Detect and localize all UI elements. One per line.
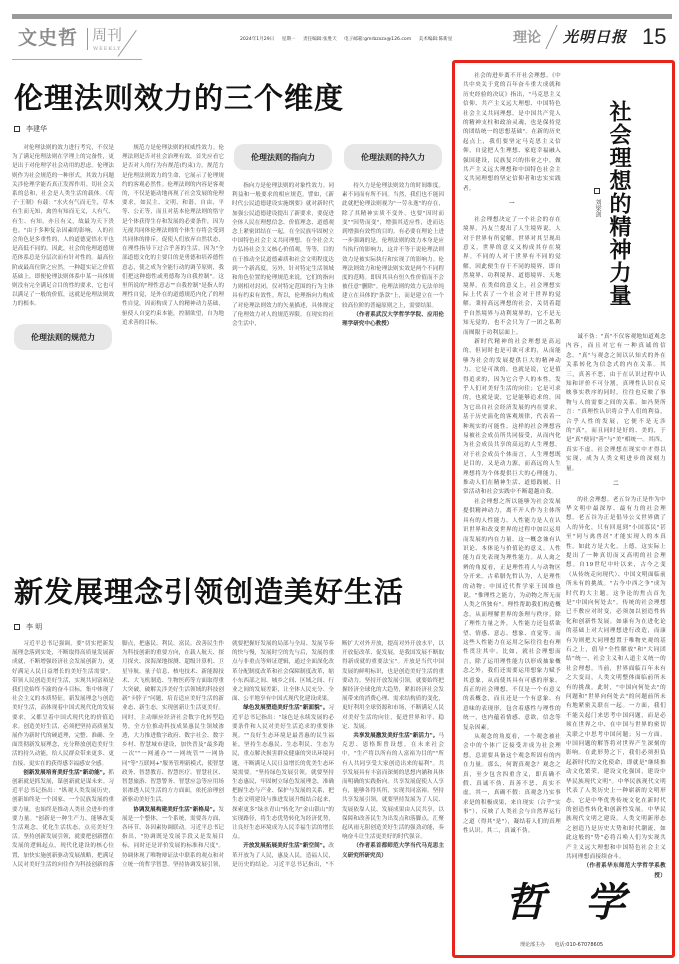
paragraph: 持久力是伦理法则效力的时间维度。素不同而有所不同。当然，我们也不能因此就把伦理法则视为"一劳永逸"的存在，除了其精神实质不变外，也要"因时而变""因势而变"，增强其适应性，进而达到增强有效性的目的。有必要在理论上进一步强调的是，伦理法则的效力本身是应当执行的影响力，这并不等于说伦理法则效力是被实际执行和实现了的影响力。伦理法则效力和伦理法则实效是两个不同程度的范畴。即因其具有恒久性价值而不会被任意"删除"。伦理法则的效力无法单纯建立在具体的"条款"上，而是建立在一个较高位阶的普遍原则之上，需要结果。 <box>342 183 444 309</box>
subheading: 共享发展激发美好生活"新活力"。 <box>353 733 439 740</box>
article-column <box>566 333 666 879</box>
masthead: 文史哲 <box>18 27 79 49</box>
subheading: 创新发展培育美好生活"新动能"。 <box>23 769 109 776</box>
paragraph-text: 马克思、恩格斯曾设想，在未来社会中，"生产将以所有的人富裕为目的""所有人共同享受大家创造出来的福利"。共享发展具有丰富而深刻的思想内涵和具体而明确的实践指向。共享发展促使人人享有，能够各得其所，实现共同富裕。坚持共享发展引领，就要坚持发展为了人民、发展依靠人民、发展成果由人民共享，以保障和改善民生为出发点和落脚点，汇聚起风雨无阻创造美好生活的强劲动能，奏响奋斗让生活更美好的时代强音。 <box>342 733 444 841</box>
author-box-icon <box>14 126 20 132</box>
page-footer <box>520 942 611 948</box>
paragraph: 规范力是伦理法则的权威性效力。伦理法则是否对社会治理有效，首先应看它是否对人的行为有规范(约束)力。规范力是伦理法则效力的生命，它展示了伦理规约的客观必然性。伦理法则的内容是客观的，不仅是能动地再现了社会发展的伦理要求，如民主、文明、和谐、自由、平等、公正等，而且对基本伦理法则的恪守是个体获得生存和发展的必要条件，因为无视共同体伦理法则的个体生存将会受到共同体的排斥。促使人们放弃自然状态，在理性指导下过合乎善的生活。因为"全部道德文化的主要目的是勇德和培养德性意志，使之成为全能行动的调节原则，我们把这种德性或勇德称为自我控制"。这里所说的"理性意志""自我控制"是指人的理性自觉，是外在的道德规范内化了的理性自觉，因而构成了人的精神动力基础，驱使人自觉约束本能，控制欲望，自为地追求善的目标。 <box>122 145 224 326</box>
article-title: 伦理法则效力的三个维度 <box>14 81 345 115</box>
paragraph: 社会的进步离不开社会理想。《中共中央关于党的百年奋斗重大成就和历史经验的决议》指出，"马克思主义信仰、共产主义远大理想、中国特色社会主义共同理想，是中国共产党人的精神支柱和政治灵魂，也是保持党的团结统一的思想基础"。在新的历史起点上，我们要坚定马克思主义信仰，自觉把人生理想、家庭幸福融入强国建设，民族复兴的伟业之中，做共产主义远大理想和中国特色社会主义共同理想的坚定信仰者和忠实实践者。 <box>463 73 561 192</box>
masthead-divider <box>87 28 88 50</box>
paragraph-text: 习近平总书记指出："绿色是永续发展的必要条件和人民对美好生活追求的重要体现。""良好生态环境是最普惠的民生福祉，坚持生态惠民、生态利民、生态为民，重点解决损害群众健康的突出环境问题，不断满足人民日益增长的优美生态环境需要。"坚持绿色发展引领，就要坚持生态惠民，牢固树立绿色发展理念，准确把握生态与产业、保护与发展的关系，把生态文明建设与推进发展升级结合起来，探索更多"绿水青山"转化为"金山银山"的实现路径，将生态优势转化为经济优势，让良好生态环境成为人民幸福生活的增长点。 <box>232 705 334 841</box>
article-body <box>12 640 444 958</box>
header-rule <box>12 14 672 19</box>
newspaper-logo: 光明日报 <box>563 28 628 46</box>
subheading: 伦理法则的规范力 <box>14 324 112 350</box>
paragraph <box>232 704 334 842</box>
subheading: 绿色发展塑造美好生活"新面貌"。 <box>243 705 329 712</box>
article-column <box>463 72 561 867</box>
weekly-label-en: WEEKLY <box>93 46 122 52</box>
subheading: 伦理法则的持久力 <box>344 144 442 170</box>
paragraph-text: 改革开放为了人民，惠及人民，造福人民，是历史的结论。习近平总书记指出，"不断扩大对外开放，提高对外开放水平，以开放促改革、促发展，是我国发展不断取得新成就的重要法宝"。开放是当代中国发展的鲜明标识，也是创造美好生活的重要动力。坚持开放发展引领，就要始终把握经济全球化的大趋势，紧扣经济社会发展带来的消费心理、需求结构质的变化，更好利用全球资源和市场，不断满足人民对美好生活的向往，促进世界和平、稳定、发展。 <box>232 641 444 868</box>
article-body <box>12 144 444 552</box>
author-credit: （作者系华东师范大学哲学系教授） <box>583 863 666 879</box>
paragraph: 社会理想之所以能够为社会发展提供精神动力，离不开人作为主体所具有的人性能力。人性能力是人在认识世界和改变世界的过程中加以运用而发展的内在力量。这一概念兼有认识论、本体论与价值论的意义。人性能力首先表现为理性能力。从人禽之辨的角度看，正是理性将人与动物区分开来。古希腊先哲认为，人是理性的动物；中国近代哲学家王国维也说，"惟理性之能力，为动物之所无而人类之所独有"。理性帮助我们构造概念，从而理解世界的条理与秩序。除了理性力量之外，人性能力还包括欲望、情感、意志、想象、直觉等，而这些人性能力在运用之际往往也有理性贯注其中。比如，就社会理想而言，除了运用理性能力以形成抽象概念之外，我们还需要运用想象力赋予其意象，从而使其具有可感的形象。真正的社会理想，不仅是一个有意义的表概念，而且还是一个有意象、有意味的表现形，包含着感性与理性的统一，也内蕴着情感、意欲，信念等复杂因素。 <box>463 498 561 731</box>
author-name: 刘梁剑 <box>594 199 601 217</box>
author-name: 李 明 <box>26 623 43 631</box>
article-author <box>594 188 601 217</box>
paragraph: 对伦理法则的效力进行考究，不仅是为了满足伦理法则在学理上的完备性，更是出于对伦理学社会功用的思虑。伦理法则作为社会规范的一种形式，其效力问题关涉伦理学能否真正发挥作用。切社会关系的总和，社会是人类生活的载体。《荀子·王制》有载："水火有气而无生，草木有生而无知，禽兽有知而无义，人有气、有生、有知，亦且有义，故最为天下贵也。"由于多种复杂因素的影响，人的社会角色是多重性的，人的道德觉悟水平也是高低不同的。因此，社会的伦理道德规范体系总是分层次而有针对性的。最高位阶或最高位阶之应然，一种超实证之价值基础上。即便伦理法则体系中某一具体规则没有完全满足合目的性的要求，它也可以满足了一般的价值，这就是伦理法则效力的根本。 <box>12 145 114 308</box>
author-box-icon <box>594 188 600 194</box>
art-editor-credit: 美术编辑:陈新星 <box>418 37 453 42</box>
footer-host: 理论部主办 <box>520 942 546 948</box>
section-number: 二 <box>613 481 619 488</box>
subheading: 协调发展构建美好生活"新格局"。 <box>133 806 219 813</box>
section-divider <box>545 25 557 49</box>
editor-email: 电子邮箱:gmrbzxzx@126.com <box>344 37 412 42</box>
article-title: 新发展理念引领创造美好生活 <box>14 575 405 609</box>
paragraph: 新时代精神的社会理想是高远的，但同时也是可欲可求的，从而能够为社会的发展提供巨大的精神动力。它是可欲的，也就是说，它是值得追求的，因为它合乎人的本性，发乎人们对美好生活的向往；它是可求的，也就是说，它是能够追求的，因为它出自社会经济发展的内在要求，基于历史演化的客观规律，代表着一种现实的可能性。这样的社会理想容易被社会成员所共同接受，从而内化为社会成员共享的高远的人生理想。对于社会成员个体而言，人生理想既是目的，又是动力源，而高远的人生理想将为个体提供巨大的心理能力，推动人们在精神生活、道德践履、日常活动和社会实践中不断超越自我。 <box>463 338 561 496</box>
issue-weekday: 星期一 <box>281 37 296 42</box>
author-box-icon <box>14 624 20 630</box>
weekly-label: 周刊 <box>92 26 123 44</box>
paragraph-text: 发展是一个整体，一个系统，需要各方面、各环节、各因素协调联动。习近平总书记指出，"协调既是发展手段又是发展目标，同时还是评价发展的标准和尺度"。协调体现了唯物辩证法中联系的观点和对立统一的哲学智慧。坚持协调发展引领，就要把握好发展的局部与全局、发展节奏的快与慢，发展时空的先与后，发展的重点与非重点等辩证逻辑，通过全面深化改革分配制度改革和社会保障制度改革，缩小东西部之间、城乡之间、区域之间、行业之间的发展差距，让全体人民充分、全面、公平地享有中国式现代化建设成果。 <box>122 641 334 868</box>
issue-date: 2024年1月29日 <box>240 37 275 42</box>
paragraph: 从观念的角度看，一个观念被社会中的个体广泛接受并成为社会理想，总需要具备这个观念所固有的内在力量。那么，何谓真观念？观念之真，至少包含四重含义，即真确不假、真诚不伪、真善不恶、真实不虚。其一，真确不假：真观念乃实事求是的积极成果，来自现实（合乎"实事"），反映了人类社会与自然界运行之道（得其"是"），凝结着人们的真理性认识。其二，真诚不伪。 <box>463 734 561 835</box>
article-author <box>14 623 42 631</box>
paragraph-text: 抓创新就是抓发展，谋创新就是谋未来。习近平总书记指出："纵观人类发展历史，创新始终是一个国家、一个民族发展的重要力量，也始终是推动人类社会进步的重要力量。"创新是一种生产力，能够改变生活观念，优化生活状态，点亮美好生活。坚持创新发展引领，就要把创新摆在发展的逻辑起点，现代化建设的核心位置，加快实施创新驱动发展战略，把满足人民对美好生活的向往作为科技创新的落脚点，把惠民、利民、富民、改善民生作为科技创新的重要方向，在载人航天、探月探火、深海深地探测、超级计算机、卫星导航、量子信息、核电技术、新能源技术、大飞机制造、生物医药等方面取得重大突破，破解关涉美好生活领域的科技创新"卡脖子"问题，培育适应美好生活的新业态、新生态，实现创新让生活更美好。同时，主动顺应经济社会数字化转型趋势，全方位推动科技成果惠民生领域渗透，大力推进数字政府、数字社会、数字乡村、智慧城市建设，加快普及"最多跑一次""一网通办""一网统管""一网协同"等"互联网+"服务管理新模式，使智慧政务、智慧教育、智慧医疗、智慧社区、智慧旅游、智慧警务、智慧应急等应用场景渗透人民生活的方方面面，依托治理创新驱动美好生活。 <box>12 641 224 868</box>
editor-credit: 责任编辑:张胜天 <box>302 37 337 42</box>
author-name: 李建华 <box>26 125 47 133</box>
paragraph <box>342 732 444 842</box>
header-underline <box>12 59 142 60</box>
paragraph: 社会理想决定了一个社会的存在境界。冯友兰提出了人生境界说，人对于世界有所觉解，世界对其呈现出意义，世界的意义又构成其存在境界。不同的人对于世界有不同的觉解，因此便生存于不同的境界，即自然境界、功利境界、道德境界、天地境界。在类似的意义上，社会理想实际上代表了一个社会对于世界的觉解。秉持高远理想的社会，关切着超乎自然境界与功利境界的，它不是无知无觉的，也不会只为了一团之私利而囿限于功利层面上。 <box>463 216 561 336</box>
paragraph: 指向力是伦理法则的对象性效力。同利益和一般要求的相应规范。譬如，《新时代公民道德建设实施纲要》就对新时代加强公民道德建设提出了新要求，要促进全体人民在理想信念、价值理念、道德观念上紧密团结在一起，在全民族牢固树立中国特色社会主义共同理想。在全社会大力弘扬社会主义核心价值观，等等，目的在于推动全民道德素质和社会文明程度达到一个新高度。另外，针对特定生活领域和角色位置的伦理规范来说，它们的指向力则相对封闭，仅对特定范围的行为主体具有约束有效性。所以，伦理指向力构成了对伦理法则效力的矢量描述，具体规定了伦理效力对人的规范界限。在现实的社会生活中， <box>232 183 334 328</box>
paragraph: 习近平总书记强调，要"切实把新发展理念落到实处，不断取得高质量发展新成就，不断增强经济社会发展创新力，更好满足人民日益增长的美好生活需要"。带领人民创造美好生活，实现共同富裕是我们党始终不渝的奋斗目标，集中体现了社会主义的本质特征。新发展理念与创造美好生活，高体现着中国式现代化的发展要求，又都呈着中国式现代化的价值追求。创造美好生活，必须把坚持高质量发展作为新时代的硬道理，完整、准确、全面贯彻新发展理念，充分释放创造美好生活的持久动能，给人民群众带来更多、更直接、更实在的获得感幸福感安全感。 <box>12 641 114 767</box>
section-name: 理论 <box>513 30 541 46</box>
subheading: 伦理法则的指向力 <box>234 144 332 170</box>
subheading: 开放发展拓展美好生活"新空间"。 <box>243 843 329 850</box>
calligraphy-logo: 哲学 <box>505 879 665 926</box>
article-author <box>14 125 47 133</box>
paragraph: 诚不伪："真"不仅客观地知道观念内容，而且对它有一种真诚的信念。"真"与观念之间以认知式的外在关系转化为信念式的内在关系。其三，真善不恶，由于在认识过程中认知和评价不可分割，真理性认识在反映事实秩序的同时，往往也反映了事物与人的需要之间的关系。如冯契所言："真理性认识将合乎人们的利益，合乎人性的发展，它便不是无涉的"真"，而且同时是好的、美的，于是"真"便同"善"与"美"相统一。其四，真实不虚。社会理想在现实中才得以实现，成为人类文明进步的深刻力量。 <box>566 334 666 472</box>
paragraph: 的社会理想。老五谷为正是作为中华文明中最深厚、最有力的社会理想。老五谷为正是倡导公义世界做了人的异化，只有回返到"小国寡民"甚至"同与禽兽居"才能实现人的本真性。如此方是大化，上德，这实际上提出了一种真切而又高明的社会理想。自19世纪中叶以来，古今之变（从传统走向现代）、中国文明面临前所未有的挑战。"古今中西之争"成为时代的大主题。这争论的焦点首先是"中国向何处去"。传统的社会理想已不敷应对时变，必须加以创造性转化和创新性发展。如康有为在进化论的基础上对大同理想进行改造，而康有为则把大同理想置于唯物史观的基石之上，倡导"全性解放"和"大同团结"统一，社会主义和人道主义统一的社会理想。当前，世界面临百年未有之大变局，人类文明整体面临前所未有的挑战。此时，"中国向何处去"的问题和"世界向何处去"的问题前所未有地紧密关联在一起。一方面，我们不能关起门来思考中国问题，而是必须在世界之中、在中国与世界的密切关联之中思考中国问题；另一方面，中国问题的解答将对世界产生深刻的影响。在此形势之下，我们必须担负起新时代的文化使命，即就是"继续推动文化繁荣，建设文化强国，建设中华民族现代文明"。中华民族现代文明代表了人类历史上一种崭新的文明形态，它是中华优秀传统文化在新时代的创造性转化和创新性发展。中华民族现代文明之建设，人类文明新形态之创造乃是历史大势和时代潮流，如此这般的"势"必将召唤人们为实现共产主义远大理想和中国特色社会主义共同理想而接续奋斗。 <box>566 496 666 860</box>
footer-phone: 电话:010-67078605 <box>554 942 604 948</box>
section-number: 一 <box>509 201 515 208</box>
issue-info <box>240 37 458 43</box>
author-credit: （作者系首都师范大学当代马克思主义研究所研究员） <box>342 843 444 859</box>
page-number: 15 <box>642 24 667 49</box>
author-credit: （作者系武汉大学哲学学院、应用伦理学研究中心教授） <box>342 311 444 328</box>
article-title: 社会理想的精神力量 <box>606 100 632 307</box>
